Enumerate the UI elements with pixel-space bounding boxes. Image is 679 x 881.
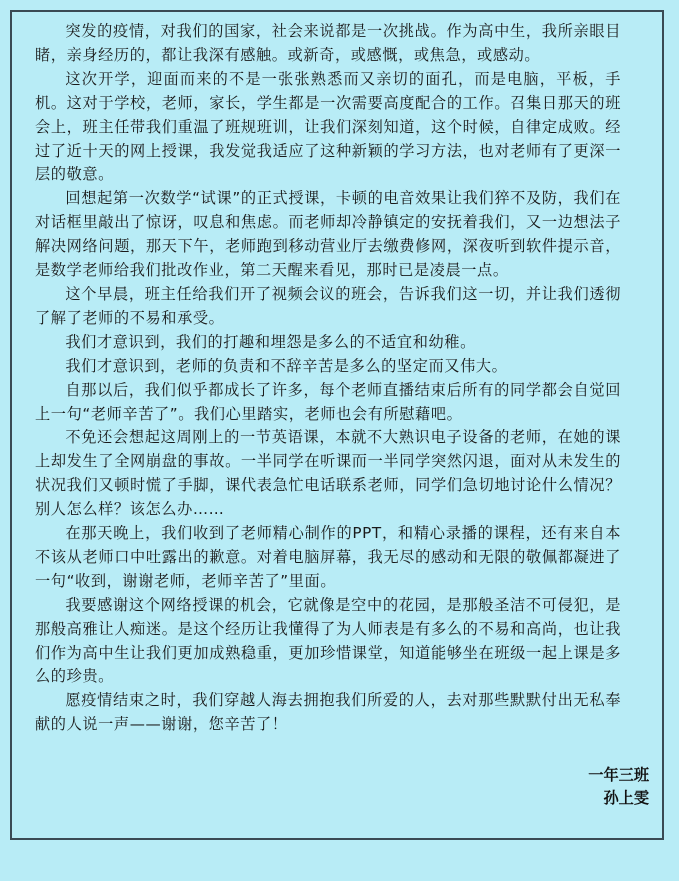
paragraph: 这次开学，迎面而来的不是一张张熟悉而又亲切的面孔，而是电脑，平板，手机。这对于学校，老师，家长，学生都是一次需要高度配合的工作。召集日那天的班会上，班主任带我们重温了班规班训，让我们深刻知道，这个时候，自律定成败。经过了近十天的网上授课，我发觉我适应了这种新颖的学习方法，也对老师有了更深一层的敬意。 <box>35 69 621 184</box>
signature-author: 孙上雯 <box>603 789 649 807</box>
signature <box>588 764 649 810</box>
paragraph: 我们才意识到，老师的负责和不辞辛苦是多么的坚定而又伟大。 <box>65 356 508 375</box>
paragraph: 这个早晨，班主任给我们开了视频会议的班会，告诉我们这一切，并让我们透彻了解了老师的不易和承受。 <box>35 284 621 327</box>
signature-class: 一年三班 <box>588 766 649 784</box>
paragraph: 我要感谢这个网络授课的机会，它就像是空中的花园，是那般圣洁不可侵犯，是那般高雅让人痴迷。是这个经历让我懂得了为人师表是有多么的不易和高尚，也让我们作为高中生让我们更加成熟稳重，更加珍惜课堂，知道能够坐在班级一起上课是多么的珍贵。 <box>35 595 621 686</box>
paragraph: 我们才意识到，我们的打趣和埋怨是多么的不适宜和幼稚。 <box>65 332 476 351</box>
article-body <box>35 20 621 737</box>
paragraph: 自那以后，我们似乎都成长了许多，每个老师直播结束后所有的同学都会自觉回上一句“老师辛苦了”。我们心里踏实，老师也会有所慰藉吧。 <box>35 380 621 423</box>
paragraph: 突发的疫情，对我们的国家，社会来说都是一次挑战。作为高中生，我所亲眼目睹，亲身经历的，都让我深有感触。或新奇，或感慨，或焦急，或感动。 <box>35 22 621 64</box>
paragraph: 不免还会想起这周刚上的一节英语课，本就不大熟识电子设备的老师，在她的课上却发生了全网崩盘的事故。一半同学在听课而一半同学突然闪退，面对从未发生的状况我们又顿时慌了手脚，课代表急忙电话联系老师，同学们急切地讨论什么情况？别人怎么样？该怎么办…… <box>35 428 621 519</box>
paragraph: 回想起第一次数学“试课”的正式授课，卡顿的电音效果让我们猝不及防，我们在对话框里敲出了惊讶，叹息和焦虑。而老师却冷静镇定的安抚着我们，又一边想法子解决网络问题，那天下午，老师跑到移动营业厅去缴费修网，深夜听到软件提示音，是数学老师给我们批改作业，第二天醒来看见，那时已是凌晨一点。 <box>35 189 621 280</box>
paragraph: 在那天晚上，我们收到了老师精心制作的PPT，和精心录播的课程，还有来自本不该从老师口中吐露出的歉意。对着电脑屏幕，我无尽的感动和无限的敬佩都凝进了一句“收到，谢谢老师，老师辛苦了”里面。 <box>35 524 621 590</box>
paragraph: 愿疫情结束之时，我们穿越人海去拥抱我们所爱的人，去对那些默默付出无私奉献的人说一声——谢谢，您辛苦了！ <box>35 691 621 734</box>
